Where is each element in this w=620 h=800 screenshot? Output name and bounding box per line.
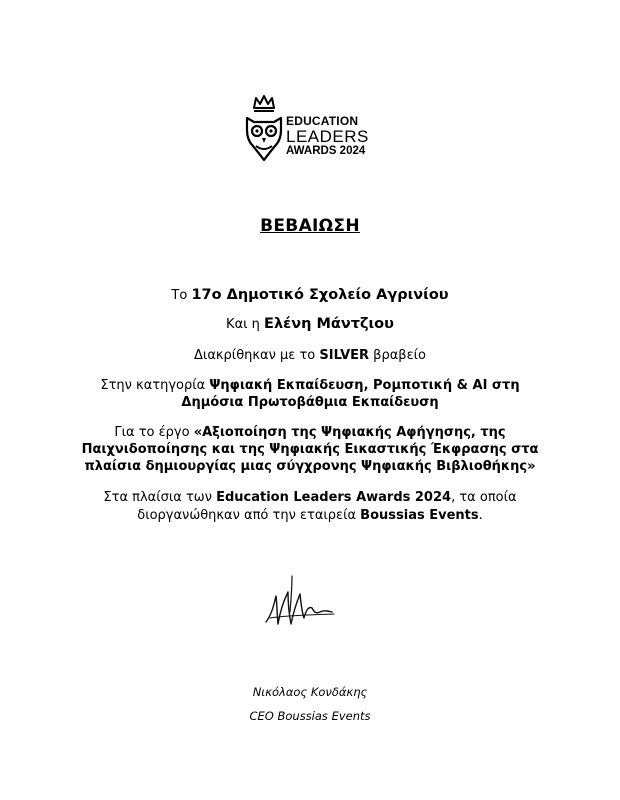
event-prefix: Στα πλαίσια των — [103, 490, 217, 505]
handwritten-signature — [262, 574, 342, 634]
category-line-2 — [40, 394, 580, 411]
category-prefix: Στην κατηγορία — [100, 378, 210, 393]
owl-crown-icon — [244, 94, 284, 170]
category-name-1: Ψηφιακή Εκπαίδευση, Ρομποτική & AI στη — [209, 378, 520, 393]
logo-line-3: AWARDS 2024 — [286, 145, 366, 157]
award-prefix: Διακρίθηκαν με το — [194, 348, 320, 363]
event-line-2 — [40, 507, 580, 524]
award-line — [40, 347, 580, 364]
event-line2-prefix: διοργανώθηκαν από την εταιρεία — [137, 508, 361, 523]
logo-line-1: EDUCATION — [286, 114, 359, 128]
project-line-1 — [40, 424, 580, 441]
project-title-1: «Αξιοποίηση της Ψηφιακής Αφήγησης, της — [193, 425, 506, 440]
category-line-1 — [40, 377, 580, 394]
teacher-prefix: Και η — [226, 317, 265, 332]
event-middle: , τα οποία — [451, 490, 517, 505]
event-name: Education Leaders Awards 2024 — [216, 490, 452, 505]
logo-line-2: LEADERS — [286, 127, 369, 146]
event-organizer: Boussias Events — [360, 508, 479, 523]
project-title-2: Παιχνιδοποίησης και της Ψηφιακής Εικαστικής Έκφρασης στα — [81, 442, 539, 457]
school-prefix: Το — [171, 288, 192, 303]
signer-name: Νικόλαος Κονδάκης — [252, 685, 368, 699]
category-name-2: Δημόσια Πρωτοβάθμια Εκπαίδευση — [181, 395, 439, 410]
document-title: ΒΕΒΑΙΩΣΗ — [260, 216, 360, 236]
event-end: . — [478, 508, 483, 523]
teacher-line — [40, 316, 580, 333]
education-leaders-awards-logo — [244, 94, 384, 170]
award-suffix: βραβείο — [369, 348, 426, 363]
signer-role: CEO Boussias Events — [249, 709, 371, 723]
teacher-name: Ελένη Μάντζιου — [264, 316, 394, 332]
award-level: SILVER — [319, 348, 370, 363]
project-prefix: Για το έργο — [114, 425, 194, 440]
project-line-3 — [40, 458, 580, 475]
school-line — [40, 287, 580, 304]
project-line-2 — [40, 441, 580, 458]
logo-wordmark — [286, 115, 369, 158]
project-title-3: πλαίσια δημιουργίας μιας σύγχρονης Ψηφιακής Βιβλιοθήκης» — [84, 459, 536, 474]
event-line-1 — [40, 489, 580, 506]
signature-icon — [262, 574, 342, 634]
school-name: 17ο Δημοτικό Σχολείο Αγρινίου — [191, 287, 449, 303]
